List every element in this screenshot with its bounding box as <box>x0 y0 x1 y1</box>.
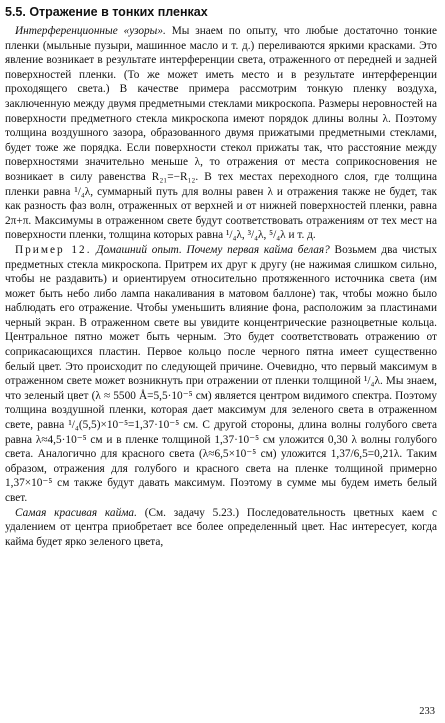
paragraph-text: Возьмем два чистых предметных стекла микроскопа. Притрем их друг к другу (не нажимая слишком сильно, чтобы не раздавить) и ориентируем относительно протяженного источника света (им может быть небо либо лампа накаливания в матовом баллоне) так, чтобы можно было наблюдать его отражение. Чтобы уменьшить влияние фона, расположим за пластинами черный экран. В отраженном свете вы увидите концентрические разноцветные кольца. Центральное пятно может быть черным. Это будет соответствовать отражению от соприкасающихся пластин. Первое кольцо после черного пятна имеет существенно белый цвет. Это происходит по следующей причине. Очевидно, что первый максимум в отраженном свете может возникнуть при отражении от пленки толщиной ¹/₄λ. Мы знаем, что зеленый цвет (λ ≈ 5500 Å=5,5·10⁻⁵ см) является центром видимого спектра. Поэтому толщина воздушной пленки, которая дает максимум для зеленого света в отраженном свете, равна ¹/₄(5,5)×10⁻⁵=1,37·10⁻⁵ см. С другой стороны, длина волны голубого света равна λ≈4,5·10⁻⁵ см и в пленке толщиной 1,37·10⁻⁵ см уложится 0,30 λ волны голубого света. Аналогично для красного света (λ≈6,5×10⁻⁵ см) уложится 1,37/6,5=0,21λ. Таким образом, отражения для голубого и красного света на пленке толщиной примерно 1,37×10⁻⁵ см также будут давать максимум. Поэтому в сумме мы будем иметь белый свет. <box>5 243 438 504</box>
example-label: Пример 12. <box>15 243 92 256</box>
paragraph-lead: Домашний опыт. Почему первая кайма белая? <box>91 243 330 256</box>
paragraph-example-12 <box>5 243 437 506</box>
section-heading: 5.5. Отражение в тонких пленках <box>5 5 208 19</box>
paragraph-interference-patterns <box>5 24 437 243</box>
paragraph-text: (См. задачу 5.23.) Последовательность цветных каем с удалением от центра приобретает все более определенный цвет. Нас интересует, когда кайма будет ярко зеленого цвета, <box>5 506 437 548</box>
page-number: 233 <box>419 706 435 717</box>
paragraph-lead: Интерференционные «узоры». <box>15 25 166 37</box>
paragraph-lead: Самая красивая кайма. <box>15 506 137 519</box>
paragraph-text: Мы знаем по опыту, что любые достаточно тонкие пленки (мыльные пузыри, машинное масло и т. д.) переливаются яркими красками. Это явление возникает в результате интерференции света, отраженного от передней и задней поверхностей пленки. (То же может иметь место и в результате интерференции проходящего света.) В качестве примера рассмотрим тонкую пленку воздуха, заключенную между двумя предметными стеклами микроскопа. Размеры неровностей на поверхности предметного стекла микроскопа имеют порядок длины волны λ. Поэтому толщина воздушного зазора, образованного двумя прижатыми предметными стеклами, будет тоже же порядка. Если поверхности стекол прижаты так, что расстояние между поверхностями значительно меньше λ, то отражения от места соприкосновения не возникает в силу равенства R₂₁=−R₁₂. В тех местах переходного слоя, где толщина пленки равна ¹/₄λ, суммарный путь для волны равен λ и отражения также не будет, так как разность фаз волн, отраженных от верхней и от нижней поверхностей пленки, равна 2π+π. Максимумы в отраженном свете будут соответствовать отражениям от тех мест на поверхности пленки, толщина которых равна ¹/₄λ, ³/₄λ, ⁵/₄λ и т. д. <box>5 25 437 242</box>
paragraph-most-beautiful-fringe <box>5 506 437 550</box>
